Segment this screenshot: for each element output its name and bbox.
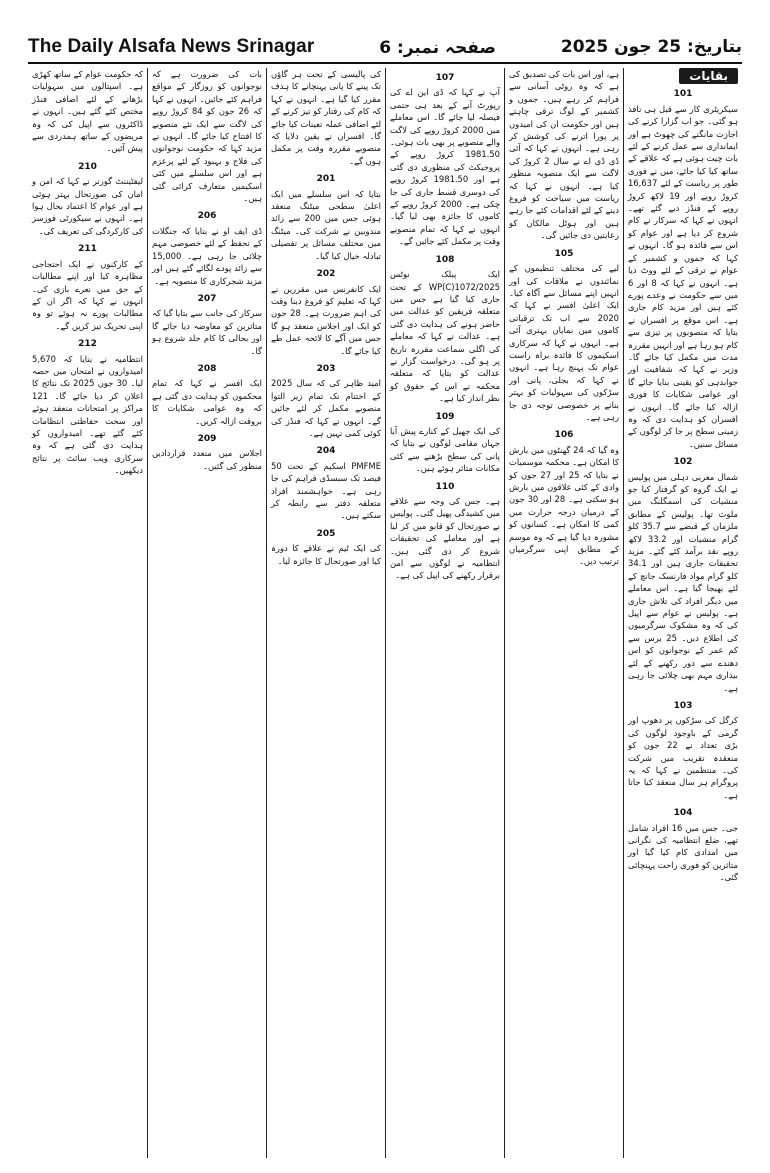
news-item [390,411,500,475]
news-item [152,433,262,472]
item-text: کے کارکنوں نے ایک احتجاجی مظاہرہ کیا اور اپنے مطالبات کے حق میں نعرے بازی کی۔ انہوں نے کہا کہ اگر ان کے مطالبات پورے نہ ہوئے تو وہ اپنی تحریک تیز کریں گے۔ [32,258,143,331]
column-4 [266,68,385,1158]
item-number: 211 [78,244,97,255]
news-item [628,456,738,694]
item-text: کی پالیسی کے تحت ہر گاؤں تک پینے کا پانی پہنچانے کا ہدف مقرر کیا گیا ہے۔ انہوں نے کہا کہ کام کی رفتار کو تیز کرنے کے لئے اضافی عملہ تعینات کیا جائے گا۔ افسران نے یقین دلایا کہ منصوبے مقررہ وقت پر مکمل ہوں گے۔ [271,69,381,166]
section-header [628,68,738,84]
item-number: 212 [78,339,97,350]
news-item [271,173,381,262]
item-text: امید ظاہر کی کہ سال 2025 کے اختتام تک تمام زیر التوا منصوبے مکمل کر لئے جائیں گے۔ انہوں نے کہا کہ فنڈز کی کوئی کمی نہیں ہے۔ [271,378,381,438]
news-item [509,68,619,242]
news-item [628,700,738,801]
news-item [390,72,500,248]
item-number: 203 [316,363,336,374]
item-text: کی ایک ٹیم نے علاقے کا دورہ کیا اور صورتحال کا جائزہ لیا۔ [271,543,381,566]
item-number: 206 [197,211,217,222]
item-text: لیفٹیننٹ گورنر نے کہا کہ امن و امان کی صورتحال بہتر ہوئی ہے اور عوام کا اعتماد بحال ہوا ہے۔ انہوں نے سیکورٹی فورسز کی کارکردگی کی تعریف کی۔ [32,176,143,236]
item-number: 103 [673,700,693,711]
news-item [32,161,143,237]
item-text: انتظامیہ نے بتایا کہ 5,670 امیدواروں نے امتحان میں حصہ لیا۔ 30 جون 2025 تک نتائج کا اعلان کر دیا جائے گا۔ 121 مراکز پر امتحانات منعقد ہوئے اور سخت حفاظتی انتظامات کئے گئے تھے۔ امیدواروں کو ہدایت دی گئی ہے کہ وہ سرکاری ویب سائٹ پر نتائج دیکھیں۔ [32,353,144,476]
item-number: 108 [435,254,455,265]
item-text: شمال مغربی دہلی میں پولیس نے ایک گروہ کو گرفتار کیا جو منشیات کی اسمگلنگ میں ملوث تھا۔ پولیس کے مطابق ملزمان کے قبضے سے 35.7 کلو گرام منشیات اور 33.2 لاکھ روپے نقد برآمد کئے گئے۔ مزید تحقیقات جاری ہیں اور 34.1 کلو گرام مواد فارنسک جانچ کے لئے بھیجا گیا ہے۔ اس معاملے میں دیگر افراد کی تلاش جاری ہے۔ پولیس نے عوام سے اپیل کی کہ وہ مشکوک سرگرمیوں کی اطلاع دیں۔ 25 برس سے کم عمر کے نوجوانوں کو اس دھندے سے دور رکھنے کے لئے بیداری مہم بھی چلائی جا رہی ہے۔ [628,471,738,693]
item-text: PMFME اسکیم کے تحت 50 فیصد تک سبسڈی فراہم کی جا رہی ہے۔ خواہشمند افراد متعلقہ دفتر سے رابطہ کر سکتے ہیں۔ [271,460,381,521]
news-item [509,429,619,567]
column-6 [28,68,147,1158]
news-item [271,68,381,167]
item-text: ہے، اور اس بات کی تصدیق کی ہے کہ وہ روٹی آسانی سے فراہم کر رہے ہیں۔ جموں و کشمیر کے لوگ ترقی چاہتے ہیں اور حکومت ان کی امیدوں پر پورا اترنے کی کوشش کر رہی ہے۔ انہوں نے کہا کہ آئی ڈی ڈی اے نے سال 2 کروڑ کی لاگت سے ایک منصوبہ منظور کیا ہے۔ انہوں نے کہا کہ ریاست میں سیاحت کو فروغ دینے کے لئے اقدامات کئے جا رہے ہیں اور ہوٹل مالکان کو رعایتیں دی جائیں گی۔ [509,69,619,241]
item-number: 110 [435,481,455,492]
news-item [390,254,500,405]
news-item [32,243,143,332]
item-text: ایک کانفرنس میں مقررین نے کہا کہ تعلیم کو فروغ دینا وقت کی اہم ضرورت ہے۔ 28 جون کو ایک اور اجلاس منعقد ہو گا جس میں آگے کا لائحہ عمل طے کیا جائے گا۔ [271,283,381,356]
item-number: 201 [316,174,336,185]
item-text: آپ نے کہا کہ ڈی این اے کی رپورٹ آنے کے بعد ہی حتمی فیصلہ لیا جائے گا۔ اس معاملے میں 2000 کروڑ روپے کی لاگت والے منصوبے پر بھی بات ہوئی۔ 1981.50 کروڑ روپے کے پروجیکٹ کی منظوری دی گئی ہے اور 1981.50 کروڑ روپے کی دوسری قسط جاری کی جا چکی ہے۔ 2000 کروڑ روپے کے کاموں کا جائزہ بھی لیا گیا۔ انہوں نے کہا کہ تمام منصوبے وقت پر مکمل کئے جائیں گے۔ [390,87,500,247]
issue-date: بتاریخ: 25 جون 2025 [560,37,742,57]
item-text: جی۔ جس میں 16 افراد شامل تھے، ضلع انتظامیہ کی نگرانی میں امدادی کام کیا گیا اور متاثرین کو فوری راحت پہنچائی گئی۔ [628,822,739,883]
item-number: 106 [554,430,574,441]
item-number: 107 [435,73,455,83]
item-text: ایک پبلک نوٹس WP(C)1072/2025 کے تحت جاری کیا گیا ہے جس میں متعلقہ فریقین کو عدالت میں حاضر ہونے کی ہدایت دی گئی ہے۔ عدالت نے کہا کہ معاملے کی اگلی سماعت مقررہ تاریخ پر ہو گی۔ درخواست گزار نے عدالت کو بتایا کہ متعلقہ محکمہ نے اس کے حقوق کو نظر انداز کیا ہے۔ [390,269,500,404]
item-text: بات کی ضرورت ہے کہ نوجوانوں کو روزگار کے مواقع فراہم کئے جائیں۔ انہوں نے کہا کہ 26 جون کو 84 کروڑ روپے کی لاگت سے ایک نئے منصوبے کا افتتاح کیا جائے گا۔ انہوں نے مزید کہا کہ حکومت نوجوانوں کی فلاح و بہبود کے لئے پرعزم ہے اور اس سلسلے میں کئی اسکیمیں متعارف کرائی گئی ہیں۔ [152,69,262,204]
item-number: 104 [673,808,693,819]
masthead [28,32,742,64]
item-text: اجلاس میں متعدد قراردادیں منظور کی گئیں۔ [152,448,262,471]
item-text: لیے کی مختلف تنظیموں کے نمائندوں نے ملاقات کی اور انہیں اپنے مسائل سے آگاہ کیا۔ ایک اعلیٰ افسر نے کہا کہ 2020 سے اب تک ترقیاتی کاموں میں نمایاں بہتری آئی ہے۔ انہوں نے کہا کہ سرکاری اسکیموں کا فائدہ براہ راست عوام تک پہنچ رہا ہے۔ انہوں نے کہا کہ بجلی، پانی اور سڑکوں کی سہولیات کو بہتر بنانے پر خصوصی توجہ دی جا رہی ہے۔ [509,263,619,422]
news-item [271,363,381,439]
column-3 [385,68,504,1158]
item-text: سرکار کی جانب سے بتایا گیا کہ متاثرین کو معاوضہ دیا جائے گا اور بحالی کا کام جلد شروع ہو گا۔ [152,308,262,356]
news-item [152,293,262,357]
news-item [152,210,262,286]
column-2 [504,68,623,1158]
item-text: وہ گیا کہ 24 گھنٹوں میں بارش کا امکان ہے۔ محکمہ موسمیات نے بتایا کہ 25 اور 27 جون کو وادی کے کئی علاقوں میں بارش ہو سکتی ہے۔ 28 اور 30 جون کے درمیان درجہ حرارت میں کمی کا امکان ہے۔ کسانوں کو مشورہ دیا گیا ہے کہ وہ موسم کے مطابق اپنی سرگرمیاں ترتیب دیں۔ [509,444,620,567]
column-1 [623,68,742,1158]
news-item [32,68,143,155]
item-number: 202 [316,269,336,280]
news-item [152,363,262,427]
item-text: سیکریٹری کار سے قبل ہی نافذ ہو گئی۔ جو اب گزارا کرنے کی اجازت مانگنے کی چھوٹ ہے اور ایمانداری سے عمل کرنے کے لئے بات چیت ہوئی ہے کہ علاقے کے ساتھ کیا کیا جائے، میں نے فوری طور پر ریاست کے لئے 16,637 کروڑ روپے اور 19 لاکھ کروڑ روپے کے فنڈز دیے گئے تھے۔ انہوں نے کہا کہ سرکار نے کام شروع کر دیا ہے اور عوام کو اس سے فائدہ ہو گا۔ انہوں نے کہا کہ جموں و کشمیر کے عوام نے ترقی کے لئے ووٹ دیا ہے۔ انہوں نے کہا کہ 8 اور 6 میں سے حکومت نے وعدے پورے کئے ہیں اور مزید کام جاری ہے۔ اس موقع پر افسران نے بتایا کہ منصوبوں پر تیزی سے کام ہو رہا ہے اور انہیں مقررہ مدت میں مکمل کیا جائے گا۔ وزیر نے کہا کہ شفافیت اور جوابدہی کو یقینی بنایا جائے گا اور عوامی شکایات کا فوری ازالہ کیا جائے گا۔ انہوں نے افسران کو ہدایت دی کہ وہ زمینی سطح پر جا کر لوگوں کے مسائل سنیں۔ [628,103,738,449]
item-number: 101 [673,89,693,100]
item-number: 205 [316,528,336,539]
item-text: ہے۔ جس کی وجہ سے علاقے میں کشیدگی پھیل گئی۔ پولیس نے صورتحال کو قابو میں کر لیا ہے اور معاملے کی تحقیقات شروع کر دی گئی ہیں۔ انتظامیہ نے لوگوں سے امن برقرار رکھنے کی اپیل کی ہے۔ [390,496,500,581]
section-title: بقایات [679,68,738,84]
news-item [152,68,262,204]
item-number: 210 [78,161,97,172]
item-number: 207 [197,293,217,304]
article-columns [28,68,742,1158]
news-item [32,338,143,476]
item-text: کہ حکومت عوام کے ساتھ کھڑی ہے۔ اسپتالوں میں سہولیات بڑھانے کے لئے اضافی فنڈز مختص کئے گئے ہیں۔ انہوں نے ڈاکٹروں سے اپیل کی کہ وہ مریضوں کے ساتھ ہمدردی سے پیش آئیں۔ [32,69,143,154]
item-text: ڈی ایف او نے بتایا کہ جنگلات کے تحفظ کے لئے خصوصی مہم چلائی جا رہی ہے۔ 15,000 سے زائد پودے لگائے گئے ہیں اور مزید شجرکاری کا منصوبہ ہے۔ [152,225,262,286]
page-number: صفحہ نمبر: 6 [379,37,496,58]
item-number: 204 [316,446,336,457]
item-text: کرگل کی سڑکوں پر دھوپ اور گرمی کے باوجود لوگوں کی بڑی تعداد نے 22 جون کو منعقدہ تقریب میں شرکت کی۔ منتظمین نے کہا کہ یہ پروگرام ہر سال منعقد کیا جاتا ہے۔ [628,715,739,800]
item-number: 105 [554,248,574,259]
item-number: 209 [197,433,217,444]
item-text: ایک افسر نے کہا کہ تمام محکموں کو ہدایت دی گئی ہے کہ وہ عوامی شکایات کا بروقت ازالہ کریں۔ [152,378,262,426]
item-number: 109 [435,411,455,422]
news-item [271,268,381,357]
news-item [509,248,619,424]
news-item [628,807,738,883]
item-number: 208 [197,363,217,374]
newspaper-title: The Daily Alsafa News Srinagar [28,36,315,57]
news-item [390,481,500,582]
news-item [271,528,381,567]
news-item [271,445,381,521]
item-number: 102 [673,457,693,468]
item-text: بتایا کہ اس سلسلے میں ایک اعلیٰ سطحی میٹنگ منعقد ہوئی جس میں 200 سے زائد مندوبین نے شرکت کی۔ میٹنگ میں مختلف مسائل پر تفصیلی تبادلہ خیال کیا گیا۔ [271,188,381,261]
column-5 [147,68,266,1158]
news-item [628,88,738,450]
item-text: کی ایک جھیل کے کنارے پیش آیا جہاں مقامی لوگوں نے بتایا کہ پانی کی سطح بڑھنے سے کئی مکانات متاثر ہوئے ہیں۔ [390,425,500,474]
